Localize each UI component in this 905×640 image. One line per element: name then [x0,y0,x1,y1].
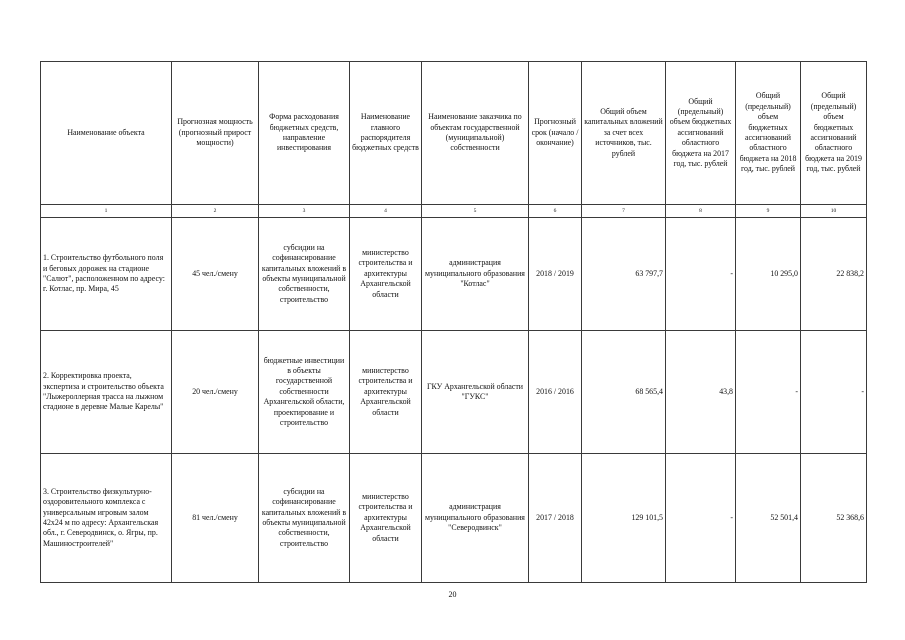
object-name-cell: 1. Строительство футбольного поля и беговых дорожек на стадионе "Салют", расположенном по адресу: г. Котлас, пр. Мира, 45 [41,218,172,331]
column-number: 10 [801,205,867,218]
header-customer: Наименование заказчика по объектам государственной (муниципальной) собственности [422,62,529,205]
total-investment-cell: 68 565,4 [582,331,666,454]
total-investment-cell: 129 101,5 [582,454,666,583]
object-name-cell: 3. Строительство физкультурно-оздоровительного комплекса с универсальным игровым залом 42х24 м по адресу: Архангельская обл., г. Северодвинск, о. Ягры, пр. Машиностроителей" [41,454,172,583]
header-total-investment: Общий объем капитальных вложений за счет всех источников, тыс. рублей [582,62,666,205]
budget-2018-cell: - [736,331,801,454]
column-number: 2 [172,205,259,218]
spending-form-cell: субсидии на софинансирование капитальных вложений в объекты муниципальной собственности, строительство [259,454,350,583]
column-number: 7 [582,205,666,218]
table-header-row [41,62,867,205]
budget-2017-cell: 43,8 [666,331,736,454]
budget-2017-cell: - [666,454,736,583]
column-number: 8 [666,205,736,218]
spending-form-cell: субсидии на софинансирование капитальных вложений в объекты муниципальной собственности, строительство [259,218,350,331]
budget-2019-cell: 22 838,2 [801,218,867,331]
header-budget-manager: Наименование главного распорядителя бюджетных средств [350,62,422,205]
budget-2018-cell: 52 501,4 [736,454,801,583]
table-row [41,331,867,454]
period-cell: 2016 / 2016 [529,331,582,454]
customer-cell: администрация муниципального образования "Котлас" [422,218,529,331]
header-object-name: Наименование объекта [41,62,172,205]
budget-2017-cell: - [666,218,736,331]
header-budget-2017: Общий (предельный) объем бюджетных ассигнований областного бюджета на 2017 год, тыс. рублей [666,62,736,205]
customer-cell: ГКУ Архангельской области "ГУКС" [422,331,529,454]
header-capacity: Прогнозная мощность (прогнозный прирост мощности) [172,62,259,205]
capacity-cell: 81 чел./смену [172,454,259,583]
table-row [41,454,867,583]
header-spending-form: Форма расходования бюджетных средств, направление инвестирования [259,62,350,205]
budget-2019-cell: - [801,331,867,454]
column-number: 9 [736,205,801,218]
header-budget-2018: Общий (предельный) объем бюджетных ассигнований областного бюджета на 2018 год, тыс. рублей [736,62,801,205]
column-number: 1 [41,205,172,218]
budget-2019-cell: 52 368,6 [801,454,867,583]
capital-investment-table [40,61,867,583]
capacity-cell: 20 чел./смену [172,331,259,454]
budget-manager-cell: министерство строительства и архитектуры Архангельской области [350,331,422,454]
spending-form-cell: бюджетные инвестиции в объекты государственной собственности Архангельской области, проектирование и строительство [259,331,350,454]
total-investment-cell: 63 797,7 [582,218,666,331]
period-cell: 2017 / 2018 [529,454,582,583]
header-budget-2019: Общий (предельный) объем бюджетных ассигнований областного бюджета на 2019 год, тыс. рублей [801,62,867,205]
period-cell: 2018 / 2019 [529,218,582,331]
column-number: 4 [350,205,422,218]
customer-cell: администрация муниципального образования "Северодвинск" [422,454,529,583]
table-row [41,218,867,331]
column-number: 5 [422,205,529,218]
column-number: 6 [529,205,582,218]
budget-2018-cell: 10 295,0 [736,218,801,331]
budget-manager-cell: министерство строительства и архитектуры Архангельской области [350,218,422,331]
page-number: 20 [448,590,457,599]
object-name-cell: 2. Корректировка проекта, экспертиза и строительство объекта "Лыжероллерная трасса на лыжном стадионе в деревне Малые Карелы" [41,331,172,454]
column-number: 3 [259,205,350,218]
header-period: Прогнозный срок (начало / окончание) [529,62,582,205]
capacity-cell: 45 чел./смену [172,218,259,331]
column-number-row [41,205,867,218]
budget-manager-cell: министерство строительства и архитектуры Архангельской области [350,454,422,583]
